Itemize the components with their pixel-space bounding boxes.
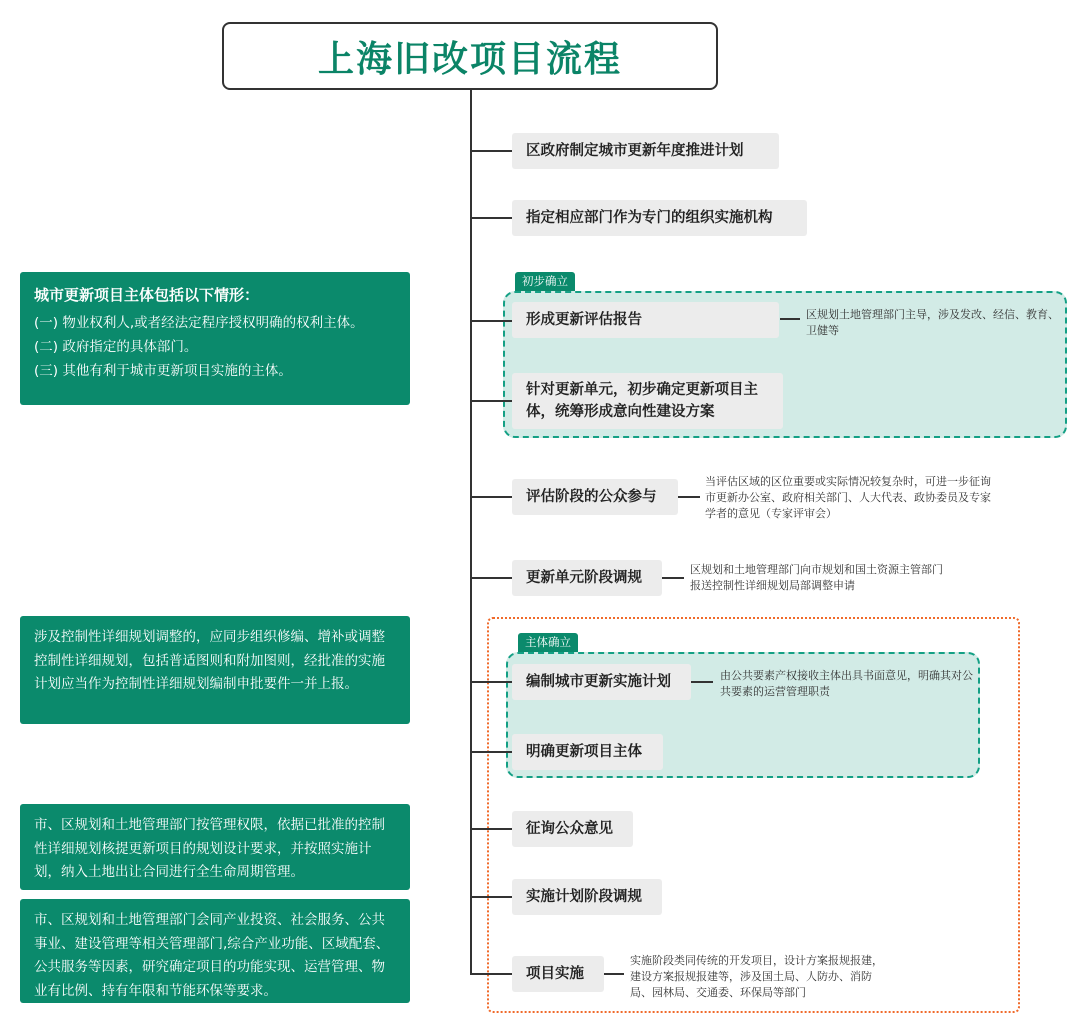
note-connector [662, 577, 684, 579]
node-plan-adjust[interactable]: 实施计划阶段调规 [512, 879, 662, 915]
node-annual-plan[interactable]: 区政府制定城市更新年度推进计划 [512, 133, 779, 169]
node-preliminary-subject[interactable]: 针对更新单元，初步确定更新项目主体，统筹形成意向性建设方案 [512, 373, 783, 429]
group-tag-subject: 主体确立 [518, 633, 578, 652]
side-panel-line: (二) 政府指定的具体部门。 [34, 338, 198, 355]
node-unit-plan-adjust[interactable]: 更新单元阶段调规 [512, 560, 662, 596]
node-public-opinion[interactable]: 征询公众意见 [512, 811, 633, 847]
connector [472, 577, 512, 579]
note-connector [678, 496, 700, 498]
node-confirm-subject[interactable]: 明确更新项目主体 [512, 734, 663, 770]
note-project-implementation: 实施阶段类同传统的开发项目，设计方案报规报建，建设方案报规报建等，涉及国土局、人防办、消防局、园林局、交通委、环保局等部门 [630, 954, 883, 999]
spine-corner [470, 973, 512, 975]
spine-line [470, 90, 472, 975]
node-project-implementation[interactable]: 项目实施 [512, 956, 604, 992]
note-unit-plan-adjust: 区规划和土地管理部门向市规划和国土资源主管部门报送控制性详细规划局部调整申请 [690, 563, 943, 592]
side-panel-line: (三) 其他有利于城市更新项目实施的主体。 [34, 362, 292, 379]
side-panel-requirements [20, 899, 410, 1003]
connector [472, 896, 512, 898]
side-panel-line: (一) 物业权利人,或者经法定程序授权明确的权利主体。 [34, 315, 364, 332]
note-connector [780, 318, 800, 320]
node-public-participation[interactable]: 评估阶段的公众参与 [512, 479, 678, 515]
note-connector [604, 973, 624, 975]
connector [472, 828, 512, 830]
diagram-title: 上海旧改项目流程 [317, 38, 622, 80]
connector [472, 217, 512, 219]
side-panel-lifecycle [20, 804, 410, 890]
side-panel-text: 市、区规划和土地管理部门按管理权限，依据已批准的控制性详细规划核提更新项目的规划设计要求，并按照实施计划，纳入土地出让合同进行全生命周期管理。 [34, 817, 385, 881]
note-public-participation: 当评估区域的区位重要或实际情况较复杂时，可进一步征询市更新办公室、政府相关部门、人大代表、政协委员及专家学者的意见（专家评审会） [705, 475, 991, 520]
node-organization[interactable]: 指定相应部门作为专门的组织实施机构 [512, 200, 807, 236]
connector [472, 496, 512, 498]
connector [472, 320, 512, 322]
side-panel-text: 市、区规划和土地管理部门会同产业投资、社会服务、公共事业、建设管理等相关管理部门,综合产业功能、区域配套、公共服务等因素，研究确定项目的功能实现、运营管理、物业有比例、持有年限和节能环保等要求。 [34, 912, 390, 999]
side-panel-heading: 城市更新项目主体包括以下情形： [34, 286, 260, 304]
node-evaluation-report[interactable]: 形成更新评估报告 [512, 302, 779, 338]
connector [472, 150, 512, 152]
note-implementation-plan: 由公共要素产权接收主体出具书面意见，明确其对公共要素的运营管理职责 [720, 669, 973, 698]
side-panel-subject-types [20, 272, 410, 405]
side-panel-plan-adjustment [20, 616, 410, 724]
connector [472, 751, 512, 753]
group-tag-preliminary: 初步确立 [515, 272, 575, 291]
side-panel-text: 涉及控制性详细规划调整的，应同步组织修编、增补或调整控制性详细规划，包括普适图则和附加图则，经批准的实施计划应当作为控制性详细规划编制申批要件一并上报。 [34, 629, 385, 693]
node-implementation-plan[interactable]: 编制城市更新实施计划 [512, 664, 691, 700]
note-evaluation-report: 区规划土地管理部门主导，涉及发改、经信、教育、卫健等 [806, 308, 1059, 337]
note-connector [691, 681, 713, 683]
connector [472, 400, 512, 402]
title-box [222, 22, 718, 90]
connector [472, 681, 512, 683]
